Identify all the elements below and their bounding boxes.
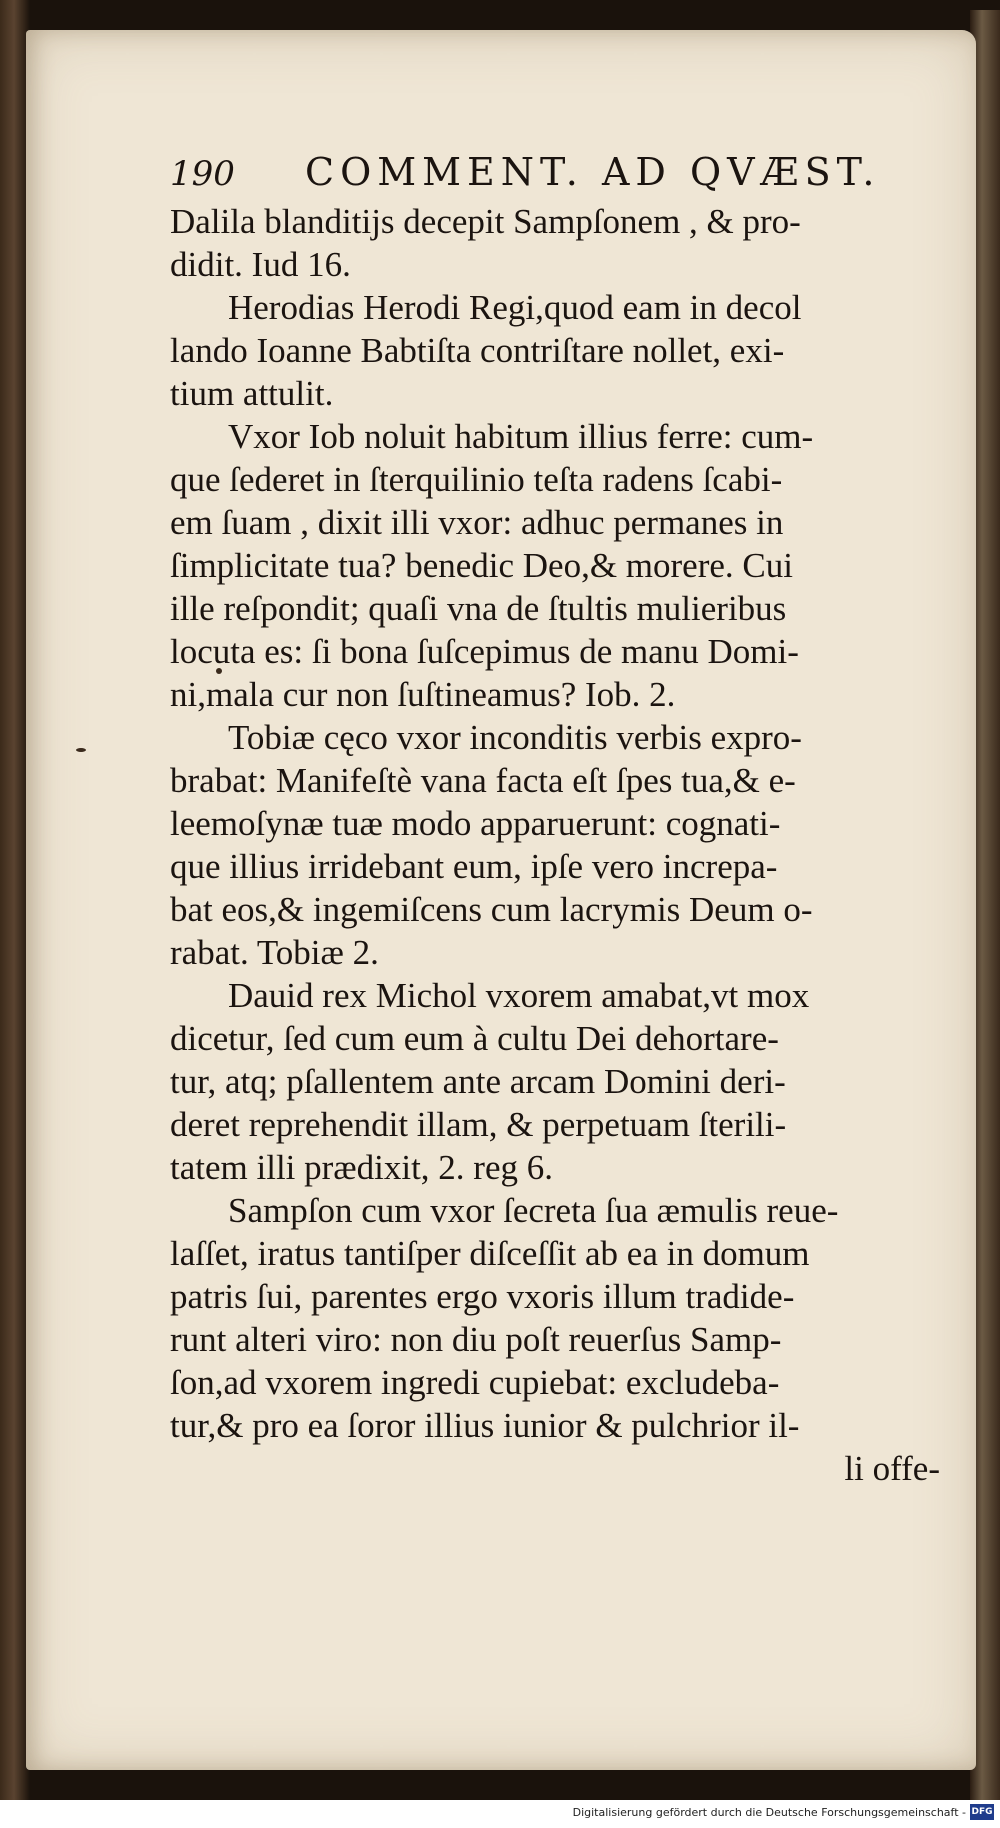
text-line: tium attulit.	[170, 374, 334, 413]
text-line: rabat. Tobiæ 2.	[170, 933, 379, 972]
text-line: leemoſynæ tuæ modo apparuerunt: cognati-	[170, 804, 781, 843]
text-line: runt alteri viro: non diu poſt reuerſus Samp-	[170, 1320, 782, 1359]
text-line: Dauid rex Michol vxorem amabat,vt mox	[228, 976, 810, 1015]
body-text	[170, 200, 940, 1490]
text-line: lando Ioanne Babtiſta contriſtare nollet, exi-	[170, 331, 785, 370]
text-line: ni,mala cur non ſuſtineamus? Iob. 2.	[170, 675, 676, 714]
text-line: laſſet, iratus tantiſper diſceſſit ab ea in domum	[170, 1234, 810, 1273]
text-line: dicetur, ſed cum eum à cultu Dei dehortare-	[170, 1019, 779, 1058]
dfg-logo: DFG	[970, 1804, 994, 1820]
digitization-credit: Digitalisierung gefördert durch die Deutsche Forschungsgemeinschaft -	[572, 1806, 966, 1819]
text-line: patris ſui, parentes ergo vxoris illum tradide-	[170, 1277, 795, 1316]
text-line: que illius irridebant eum, ipſe vero increpa-	[170, 847, 778, 886]
text-line: li offe-	[844, 1449, 940, 1488]
text-line: Dalila blanditijs decepit Sampſonem , & pro-	[170, 202, 801, 241]
page-header	[170, 150, 930, 200]
text-line: brabat: Manifeſtè vana facta eſt ſpes tua,& e-	[170, 761, 796, 800]
text-line: Tobiæ cęco vxor inconditis verbis expro-	[228, 718, 802, 757]
text-line: tur,& pro ea ſoror illius iunior & pulchrior il-	[170, 1406, 800, 1445]
text-line: Sampſon cum vxor ſecreta ſua æmulis reue-	[228, 1191, 839, 1230]
text-line: locuta es: ſi bona ſuſcepimus de manu Domi-	[170, 632, 799, 671]
text-line: Vxor Iob noluit habitum illius ferre: cum-	[228, 417, 814, 456]
text-line: tur, atq; pſallentem ante arcam Domini deri-	[170, 1062, 786, 1101]
text-line: bat eos,& ingemiſcens cum lacrymis Deum o-	[170, 890, 813, 929]
text-line: Herodias Herodi Regi,quod eam in decol	[228, 288, 802, 327]
text-line: tatem illi prædixit, 2. reg 6.	[170, 1148, 554, 1187]
text-line: em ſuam , dixit illi vxor: adhuc permanes in	[170, 503, 784, 542]
text-line: que ſederet in ſterquilinio teſta radens ſcabi-	[170, 460, 783, 499]
text-line: didit. Iud 16.	[170, 245, 351, 284]
text-line: ſimplicitate tua? benedic Deo,& morere. Cui	[170, 546, 793, 585]
running-head: COMMENT. AD QVÆST.	[305, 150, 881, 194]
page-number: 190	[170, 154, 235, 194]
text-line: ille reſpondit; quaſi vna de ſtultis mulieribus	[170, 589, 787, 628]
ink-speck	[76, 748, 86, 752]
text-line: deret reprehendit illam, & perpetuam ſterili-	[170, 1105, 787, 1144]
text-line: ſon,ad vxorem ingredi cupiebat: excludeba-	[170, 1363, 780, 1402]
